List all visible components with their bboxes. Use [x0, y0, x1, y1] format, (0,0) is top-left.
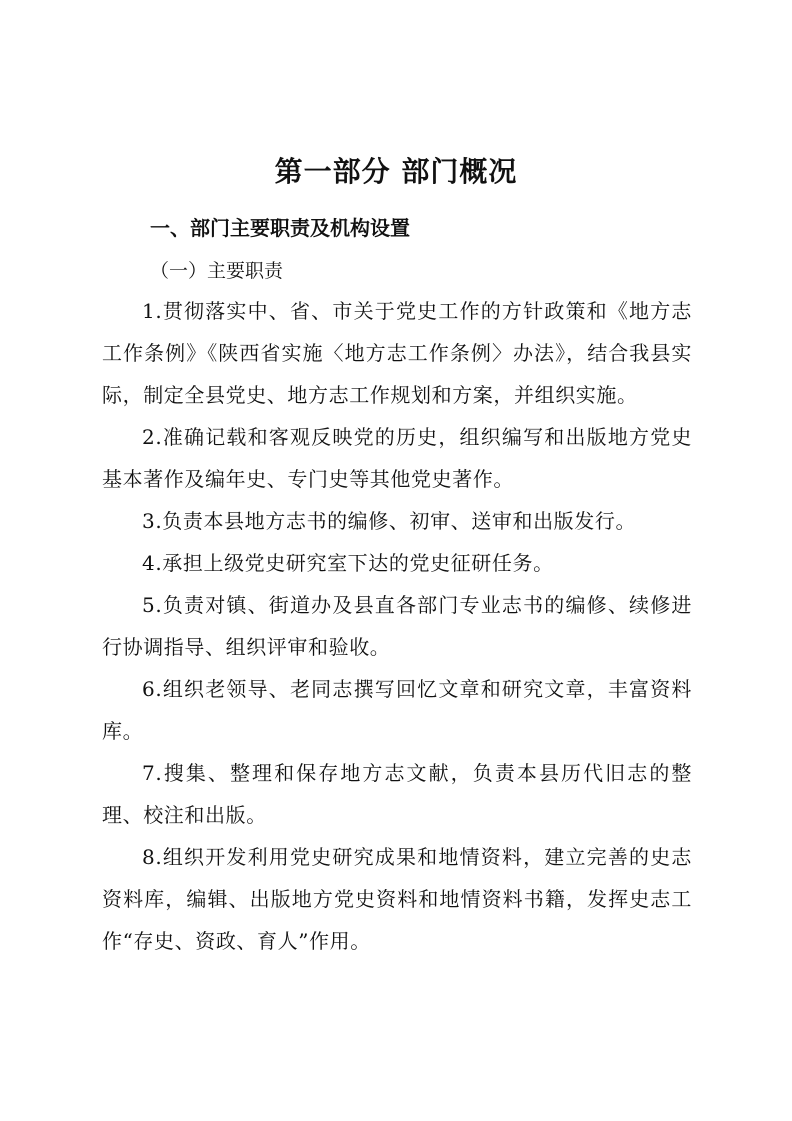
duty-paragraph-5: 5.负责对镇、街道办及县直各部门专业志书的编修、续修进行协调指导、组织评审和验收。 [102, 593, 692, 659]
duty-paragraph-7: 7.搜集、整理和保存地方志文献，负责本县历代旧志的整理、校注和出版。 [102, 761, 692, 827]
duty-paragraph-3: 3.负责本县地方志书的编修、初审、送审和出版发行。 [142, 509, 637, 533]
page-title: 第一部分 部门概况 [274, 155, 518, 188]
duty-paragraph-1: 1.贯彻落实中、省、市关于党史工作的方针政策和《地方志工作条例》《陕西省实施〈地方志工作条例〉办法》，结合我县实际，制定全县党史、地方志工作规划和方案，并组织实施。 [102, 299, 692, 407]
duty-paragraph-8: 8.组织开发利用党史研究成果和地情资料，建立完善的史志资料库，编辑、出版地方党史资料和地情资料书籍，发挥史志工作“存史、资政、育人”作用。 [102, 845, 692, 953]
duty-paragraph-4: 4.承担上级党史研究室下达的党史征研任务。 [142, 551, 554, 575]
duty-paragraph-2: 2.准确记载和客观反映党的历史，组织编写和出版地方党史基本著作及编年史、专门史等其他党史著作。 [102, 425, 692, 491]
duty-paragraph-6: 6.组织老领导、老同志撰写回忆文章和研究文章，丰富资料库。 [102, 677, 692, 743]
subsection-heading: （一）主要职责 [150, 260, 284, 282]
section-heading: 一、部门主要职责及机构设置 [150, 216, 410, 240]
duties-list [102, 290, 692, 962]
